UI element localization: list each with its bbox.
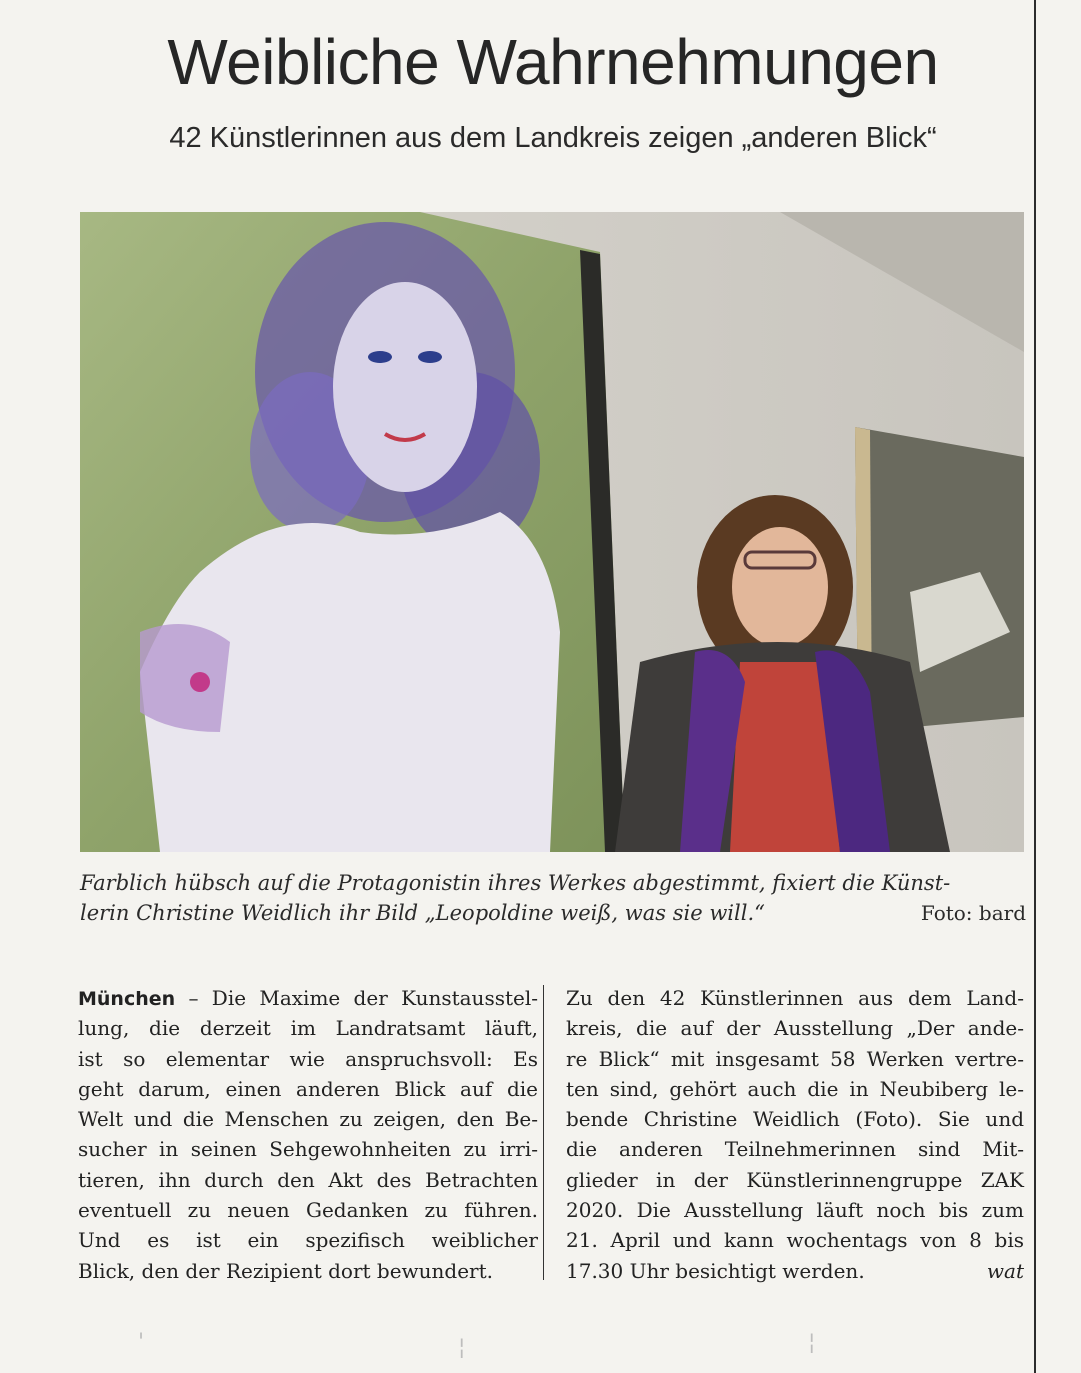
article-column-left [78, 983, 538, 1286]
column-divider [543, 985, 544, 1280]
text-fragment: – Die Maxime der Kunstausstel- [175, 986, 538, 1010]
text-line: re Blick“ mit insgesamt 58 Werken vertre- [566, 1046, 1024, 1071]
text-line: glieder in der Künstlerinnengruppe ZAK [566, 1167, 1024, 1192]
author-signature: wat [986, 1258, 1024, 1283]
text-line: Welt und die Menschen zu zeigen, den Be- [78, 1107, 538, 1132]
text-line: kreis, die auf der Ausstellung „Der ande- [566, 1016, 1024, 1041]
photo-caption [80, 868, 1026, 928]
scan-artifact: ' [138, 1330, 145, 1355]
text-line: lung, die derzeit im Landratsamt läuft, [78, 1016, 538, 1041]
caption-line: lerin Christine Weidlich ihr Bild „Leopoldine weiß, was sie will.“ [80, 901, 765, 925]
text-line: Zu den 42 Künstlerinnen aus dem Land- [566, 986, 1024, 1010]
text-line: eventuell zu neuen Gedanken zu führen. [78, 1198, 538, 1223]
text-line: Und es ist ein spezifisch weiblicher [78, 1228, 538, 1253]
text-line: ten sind, gehört auch die in Neubiberg le- [566, 1076, 1024, 1101]
text-line: bende Christine Weidlich (Foto). Sie und [566, 1107, 1024, 1132]
article-photo [80, 212, 1024, 852]
text-line: sucher in seinen Sehgewohnheiten zu irri- [78, 1137, 538, 1162]
subheadline: 42 Künstlerinnen aus dem Landkreis zeigen „anderen Blick“ [169, 122, 937, 154]
caption-line: Farblich hübsch auf die Protagonistin ihres Werkes abgestimmt, fixiert die Künst- [80, 871, 951, 895]
column-edge-rule [1034, 0, 1036, 1373]
text-line: 21. April und kann wochentags von 8 bis [566, 1228, 1024, 1253]
text-line: geht darum, einen anderen Blick auf die [78, 1076, 538, 1101]
dateline: München [78, 988, 176, 1010]
text-line: 2020. Die Ausstellung läuft noch bis zum [566, 1198, 1024, 1223]
headline: Weibliche Wahrnehmungen [167, 26, 939, 98]
text-line: ist so elementar wie anspruchsvoll: Es [78, 1046, 538, 1071]
text-line: tieren, ihn durch den Akt des Betrachten [78, 1167, 538, 1192]
text-line: Blick, den der Rezipient dort bewundert. [78, 1258, 494, 1283]
text-fragment: 17.30 Uhr besichtigt werden. [566, 1258, 865, 1283]
photo-credit: Foto: bard [920, 901, 1026, 925]
article-column-right [566, 983, 1024, 1286]
text-line [566, 1256, 1024, 1286]
text-line [78, 983, 538, 1013]
scan-artifact: ¦ [808, 1330, 816, 1355]
scan-artifact: ¦ [458, 1335, 466, 1360]
text-line: die anderen Teilnehmerinnen sind Mit- [566, 1137, 1024, 1162]
